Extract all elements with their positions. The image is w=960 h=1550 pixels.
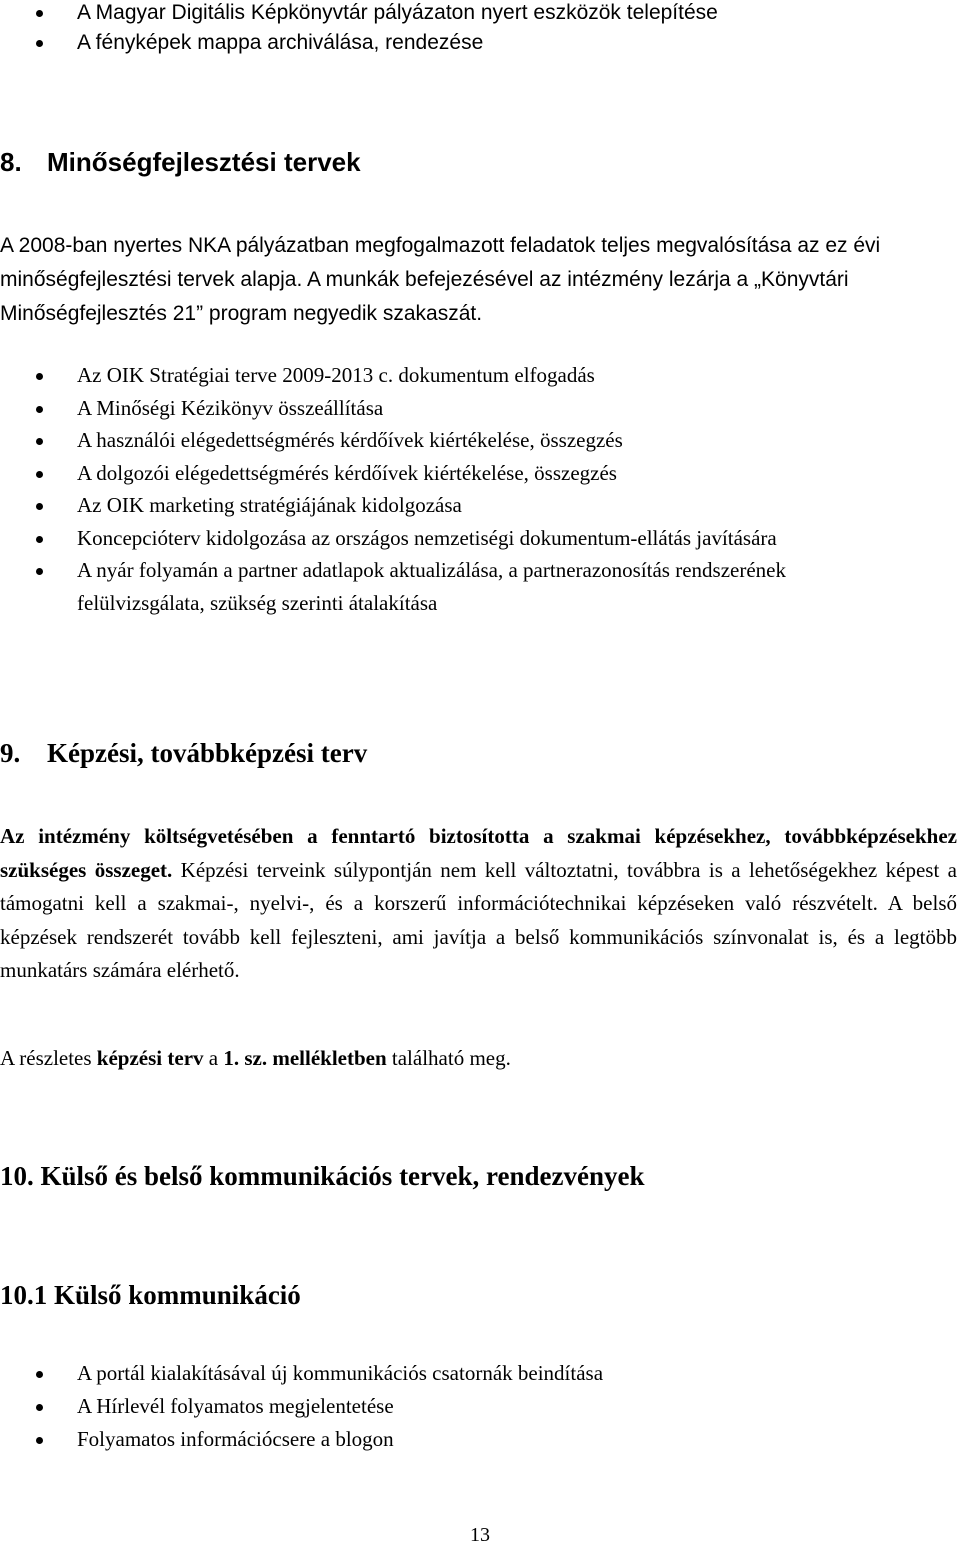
intro-bullet-list — [0, 0, 960, 58]
section8-bullet-list — [0, 359, 960, 619]
bullet-icon — [36, 1404, 43, 1411]
plan-reference-line: A részletes képzési terv a 1. sz. mellékletben található meg. — [0, 1046, 511, 1070]
list-item: A fényképek mappa archiválása, rendezése — [0, 28, 960, 58]
list-item: Folyamatos információcsere a blogon — [0, 1423, 960, 1456]
list-item: A portál kialakításával új kommunikációs csatornák beindítása — [0, 1357, 960, 1390]
bullet-icon — [36, 1371, 43, 1378]
bullet-icon — [36, 1437, 43, 1444]
list-item: A nyár folyamán a partner adatlapok aktualizálása, a partnerazonosítás rendszerének felülvizsgálata, szükség szerinti átalakítása — [0, 554, 960, 619]
bullet-icon — [36, 536, 43, 543]
list-item: A használói elégedettségmérés kérdőívek kiértékelése, összegzés — [0, 424, 960, 457]
bullet-icon — [36, 373, 43, 380]
bullet-icon — [36, 471, 43, 478]
section-heading: 9. Képzési, továbbképzési terv — [0, 738, 368, 768]
page-number: 13 — [470, 1524, 490, 1546]
list-item: A Hírlevél folyamatos megjelentetése — [0, 1390, 960, 1423]
section10-1-bullet-list — [0, 1357, 960, 1456]
bullet-icon — [36, 40, 43, 47]
list-item: Az OIK Stratégiai terve 2009-2013 c. dokumentum elfogadás — [0, 359, 960, 392]
section-paragraph: Az intézmény költségvetésében a fenntartó biztosította a szakmai képzésekhez, továbbképzésekhez szükséges összeget. Képzési terveink súlypontján nem kell változtatni, továbbra is a lehetőségekhez képest a támogatni kell a szakmai-, nyelvi-, és a korszerű információtechnikai képzéseken való részvételt. A belső képzések rendszerét tovább kell fejleszteni, ami javítja a belső kommunikációs színvonalat is, és a legtöbb munkatárs számára elérhető. — [0, 824, 957, 982]
bullet-icon — [36, 438, 43, 445]
bullet-icon — [36, 10, 43, 17]
list-item: Az OIK marketing stratégiájának kidolgozása — [0, 489, 960, 522]
section-paragraph: A 2008-ban nyertes NKA pályázatban megfogalmazott feladatok teljes megvalósítása az ez évi minőségfejlesztési tervek alapja. A munkák befejezésével az intézmény lezárja a „Könyvtári Minőségfejlesztés 21” program negyedik szakaszát. — [0, 234, 881, 325]
bullet-icon — [36, 406, 43, 413]
bullet-icon — [36, 568, 43, 575]
list-item: A Magyar Digitális Képkönyvtár pályázaton nyert eszközök telepítése — [0, 0, 960, 28]
bullet-icon — [36, 503, 43, 510]
list-item: A dolgozói elégedettségmérés kérdőívek kiértékelése, összegzés — [0, 457, 960, 490]
section-heading: 10. Külső és belső kommunikációs tervek, rendezvények — [0, 1161, 645, 1191]
list-item: Koncepcióterv kidolgozása az országos nemzetiségi dokumentum-ellátás javítására — [0, 522, 960, 555]
section-heading: 8. Minőségfejlesztési tervek — [0, 147, 361, 177]
list-item: A Minőségi Kézikönyv összeállítása — [0, 392, 960, 425]
subsection-heading: 10.1 Külső kommunikáció — [0, 1280, 301, 1310]
